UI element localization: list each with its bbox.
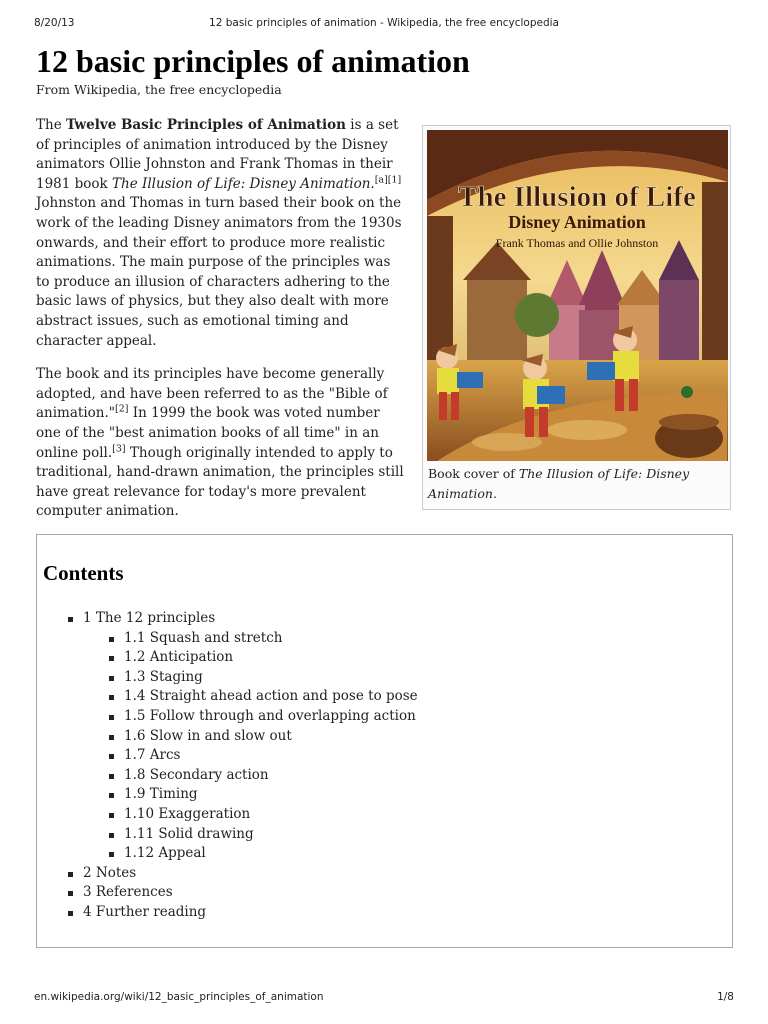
cover-authors: Frank Thomas and Ollie Johnston (495, 236, 659, 250)
bullet-icon (109, 793, 114, 798)
toc-item-label[interactable]: 1.10 Exaggeration (124, 805, 251, 822)
text-run: The (36, 117, 66, 133)
toc-item[interactable] (83, 766, 418, 786)
toc-item-label[interactable]: 1.5 Follow through and overlapping action (124, 707, 416, 724)
text-run: In 1999 the book was voted number one of the "best animation books of all time" in an online poll. (36, 405, 380, 461)
toc-item[interactable] (83, 648, 418, 668)
toc-item[interactable] (83, 805, 418, 825)
toc-item[interactable] (83, 746, 418, 766)
toc-item[interactable] (83, 903, 418, 923)
toc-item-label[interactable]: 1.7 Arcs (124, 747, 181, 764)
toc-item-label[interactable]: 1.1 Squash and stretch (124, 629, 283, 646)
figure-caption (428, 464, 726, 503)
bullet-icon (109, 715, 114, 720)
bullet-icon (109, 813, 114, 818)
toc-item[interactable] (83, 844, 418, 864)
print-date: 8/20/13 (34, 17, 75, 29)
book-cover-figure (422, 125, 731, 510)
cover-title-line2: Disney Animation (508, 212, 646, 232)
toc-item[interactable] (83, 727, 418, 747)
text-run: . (370, 175, 375, 192)
bullet-icon (68, 911, 73, 916)
bullet-icon (109, 774, 114, 779)
bullet-icon (109, 852, 114, 857)
bullet-icon (68, 872, 73, 877)
toc-item-label[interactable]: 1.6 Slow in and slow out (124, 727, 292, 744)
book-title-link[interactable]: The Illusion of Life: Disney Animation (112, 175, 371, 192)
toc-item[interactable] (83, 864, 418, 884)
book-cover-image[interactable] (427, 130, 728, 461)
table-of-contents (36, 534, 733, 948)
toc-item-label[interactable]: 1.12 Appeal (124, 845, 206, 862)
toc-item-label[interactable]: 1.9 Timing (124, 786, 198, 803)
bullet-icon (109, 833, 114, 838)
toc-list (83, 609, 418, 923)
toc-title: Contents (43, 561, 124, 585)
bullet-icon (109, 695, 114, 700)
bullet-icon (109, 676, 114, 681)
citation-ref-2[interactable]: [2] (114, 403, 129, 415)
text-run: Johnston and Thomas in turn based their book on the work of the leading Disney animators from the 1930s onwards, and their effort to produce more realistic animations. The main purpose of the principles was to produce an illusion of characters adhering to the basic laws of physics, but they also dealt with more abstract issues, such as emotional timing and character appeal. (36, 195, 402, 349)
footnote-ref-a[interactable]: [a] (374, 174, 388, 186)
article-subject: Twelve Basic Principles of Animation (65, 117, 346, 133)
toc-item-label[interactable]: 1 The 12 principles (83, 610, 216, 626)
citation-ref-1[interactable]: [1] (387, 174, 402, 186)
bullet-icon (68, 891, 73, 896)
citation-ref-3[interactable]: [3] (112, 443, 126, 454)
intro-paragraph-2 (36, 365, 406, 522)
text-run: Book cover of (428, 466, 519, 481)
toc-item-label[interactable]: 1.4 Straight ahead action and pose to pose (124, 688, 418, 705)
toc-item-label[interactable]: 2 Notes (83, 864, 137, 881)
text-run: is a set of principles of animation introduced by the Disney animators Ollie Johnston and Frank Thomas in their 1981 book (36, 117, 399, 192)
toc-item[interactable] (83, 785, 418, 805)
toc-item[interactable] (83, 609, 418, 629)
toc-item[interactable] (83, 668, 418, 688)
print-footer (34, 991, 734, 1005)
article-intro (36, 116, 406, 536)
bullet-icon (109, 637, 114, 642)
toc-item-label[interactable]: 3 References (83, 884, 173, 901)
toc-item[interactable] (83, 883, 418, 903)
toc-item-label[interactable]: 1.11 Solid drawing (124, 825, 254, 842)
toc-item[interactable] (83, 687, 418, 707)
page-title: 12 basic principles of animation (36, 43, 470, 79)
cover-title-line1: The Illusion of Life (458, 181, 696, 213)
text-run: . (492, 485, 497, 501)
text-run: Though originally intended to apply to traditional, hand-drawn animation, the principles still have great relevance for today's more prevalent computer animation. (36, 444, 404, 520)
toc-item[interactable] (83, 707, 418, 727)
toc-item[interactable] (83, 629, 418, 649)
caption-book-title-link[interactable]: The Illusion of Life: Disney Animation (428, 466, 690, 501)
text-run: The book and its principles have become generally adopted, and have been referred to as the "Bible of animation." (36, 366, 388, 422)
page-url: en.wikipedia.org/wiki/12_basic_principles_of_animation (34, 991, 324, 1003)
page-number: 1/8 (717, 991, 734, 1003)
toc-item[interactable] (83, 825, 418, 845)
bullet-icon (109, 735, 114, 740)
toc-item-label[interactable]: 1.2 Anticipation (124, 649, 234, 666)
intro-paragraph-1 (36, 116, 406, 351)
toc-item-label[interactable]: 1.3 Staging (124, 668, 203, 685)
site-tagline: From Wikipedia, the free encyclopedia (36, 82, 282, 97)
bullet-icon (68, 617, 73, 622)
print-header (34, 17, 734, 31)
bullet-icon (109, 754, 114, 759)
toc-item-label[interactable]: 4 Further reading (83, 903, 207, 920)
bullet-icon (109, 656, 114, 661)
print-document-title: 12 basic principles of animation - Wikipedia, the free encyclopedia (209, 17, 559, 29)
toc-item-label[interactable]: 1.8 Secondary action (124, 766, 269, 783)
